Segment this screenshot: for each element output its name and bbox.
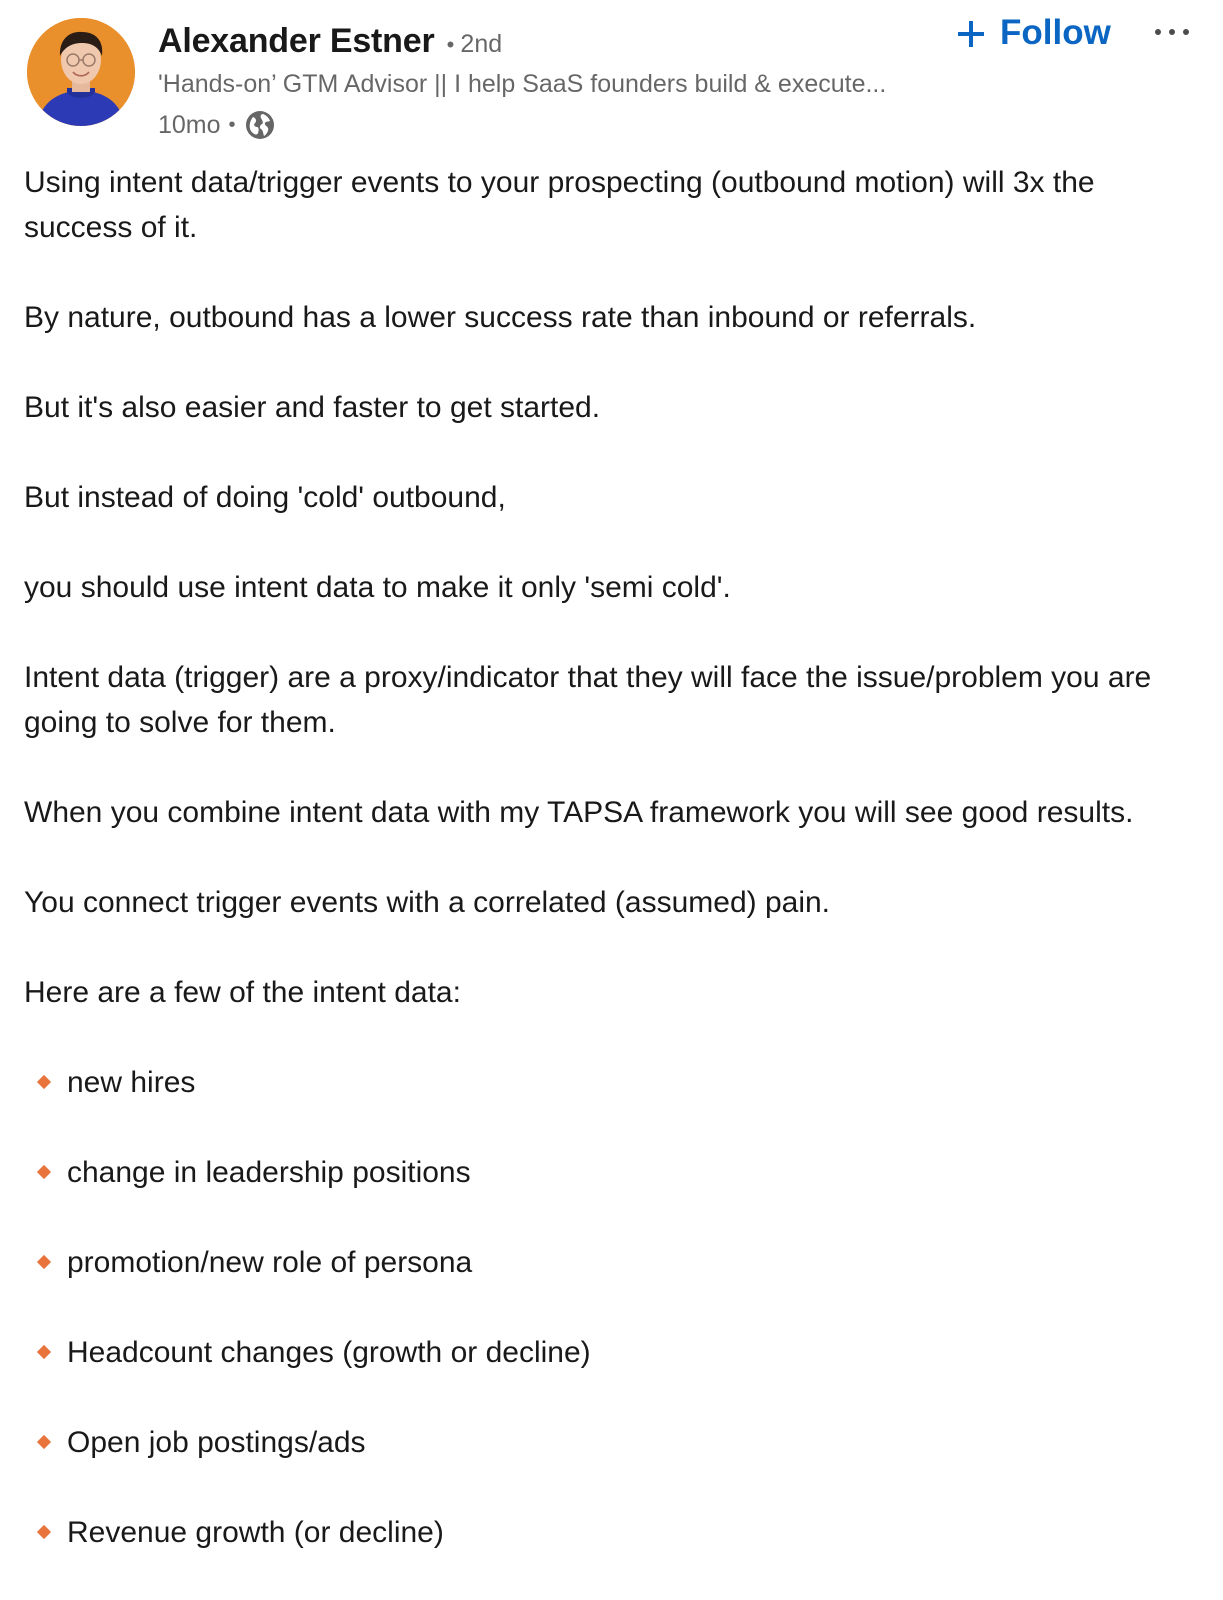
list-item-text: Open job postings/ads (67, 1426, 366, 1459)
avatar-photo (27, 18, 135, 126)
author-avatar[interactable] (27, 18, 135, 126)
list-item-text: change in leadership positions (67, 1156, 471, 1189)
plus-icon (956, 18, 986, 48)
list-item-text: Headcount changes (growth or decline) (67, 1336, 591, 1369)
globe-icon (244, 109, 276, 141)
follow-button[interactable] (956, 10, 1111, 56)
author-name[interactable]: Alexander Estner (158, 22, 435, 60)
diamond-bullet-icon (37, 1165, 51, 1179)
diamond-bullet-icon (37, 1255, 51, 1269)
post-paragraph: you should use intent data to make it only 'semi cold'. (24, 571, 731, 604)
connection-degree: 2nd (460, 30, 503, 58)
more-icon[interactable] (1150, 14, 1194, 50)
post-body (24, 160, 1204, 1600)
list-item-text: new hires (67, 1066, 196, 1099)
post-time: 10mo (158, 110, 221, 139)
list-item-text: promotion/new role of persona (67, 1246, 473, 1279)
list-item (24, 1420, 1204, 1465)
post-paragraph: You connect trigger events with a correlated (assumed) pain. (24, 886, 831, 919)
diamond-bullet-icon (37, 1525, 51, 1539)
post-paragraph: Intent data (trigger) are a proxy/indicator that they will face the issue/problem you are going to solve for them. (24, 661, 1152, 739)
author-headline: 'Hands-on’ GTM Advisor || I help SaaS founders build & execute... (158, 70, 887, 98)
post-paragraph: But instead of doing 'cold' outbound, (24, 481, 506, 514)
diamond-bullet-icon (37, 1075, 51, 1089)
post-paragraph: Using intent data/trigger events to your prospecting (outbound motion) will 3x the success of it. (24, 166, 1095, 244)
author-name-line (158, 22, 502, 61)
list-item (24, 1510, 1204, 1555)
post-header (0, 0, 1223, 150)
diamond-bullet-icon (37, 1435, 51, 1449)
list-item (24, 1330, 1204, 1375)
post-paragraph: But it's also easier and faster to get started. (24, 391, 601, 424)
follow-label: Follow (1000, 13, 1111, 52)
post-paragraph: Here are a few of the intent data: (24, 976, 461, 1009)
post-meta (158, 108, 276, 142)
degree-separator: • (440, 32, 461, 57)
list-item-text: Revenue growth (or decline) (67, 1516, 444, 1549)
intent-data-list (24, 1060, 1204, 1555)
list-item (24, 1150, 1204, 1195)
diamond-bullet-icon (37, 1345, 51, 1359)
list-item (24, 1240, 1204, 1285)
list-item (24, 1060, 1204, 1105)
meta-separator: • (228, 113, 236, 136)
post-paragraph: By nature, outbound has a lower success rate than inbound or referrals. (24, 301, 977, 334)
post-paragraph: When you combine intent data with my TAPSA framework you will see good results. (24, 796, 1134, 829)
